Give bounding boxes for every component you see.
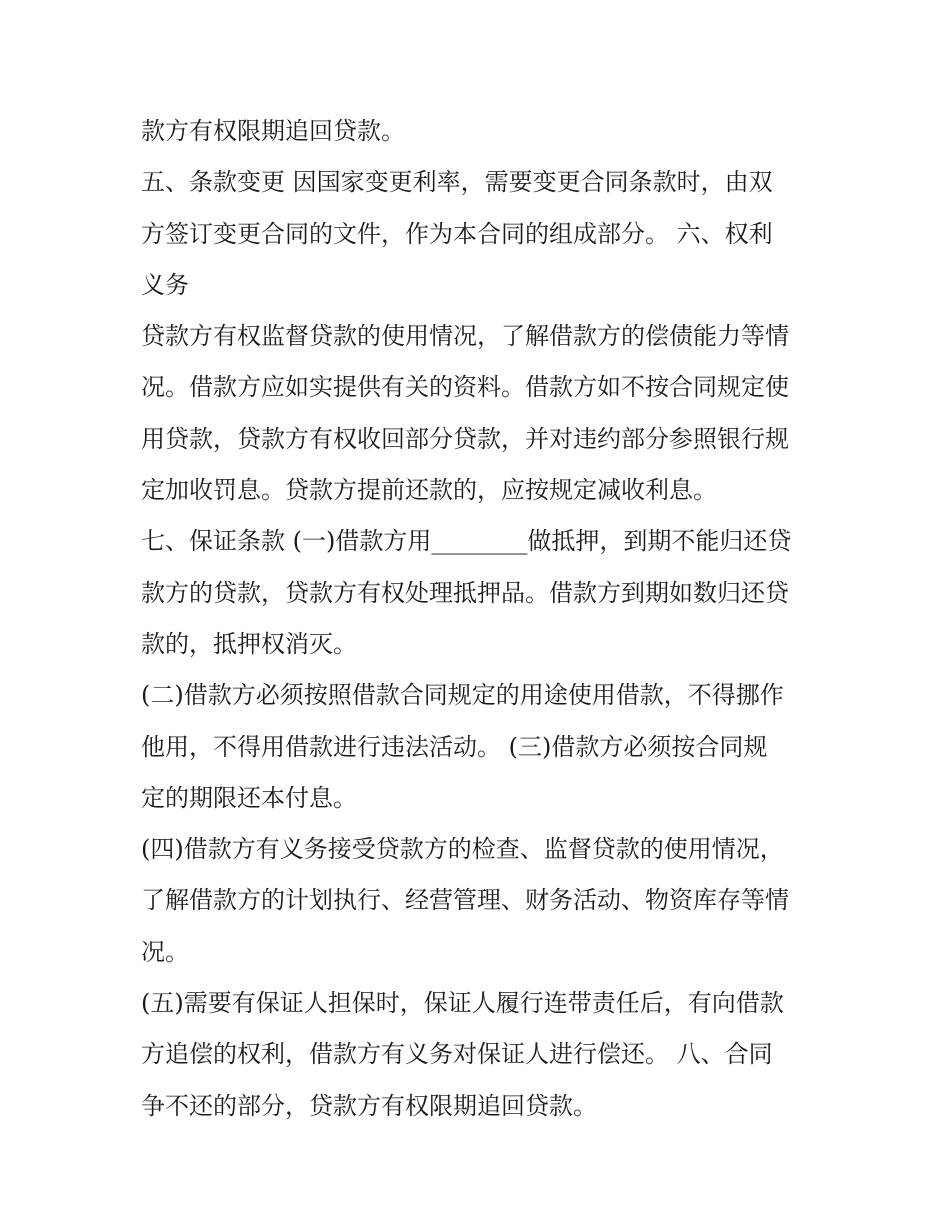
document-body bbox=[141, 106, 821, 1132]
text-line: 贷款方有权监督贷款的使用情况，了解借款方的偿债能力等情 bbox=[141, 322, 789, 351]
text-line: 款的，抵押权消灭。 bbox=[141, 629, 357, 658]
text-line: 了解借款方的计划执行、经营管理、财务活动、物资库存等情 bbox=[141, 886, 789, 915]
text-line: 他用，不得用借款进行违法活动。 (三)借款方必须按合同规 bbox=[141, 732, 768, 761]
text-line: 款方有权限期追回贷款。 bbox=[141, 117, 405, 145]
text-line: 七、保证条款 (一)借款方用________做抵押，到期不能归还贷 bbox=[141, 527, 792, 556]
text-line: 定的期限还本付息。 bbox=[141, 783, 357, 812]
text-line: 争不还的部分，贷款方有权限期追回贷款。 bbox=[141, 1091, 597, 1120]
text-line: 方追偿的权利，借款方有义务对保证人进行偿还。 八、合同 bbox=[141, 1040, 773, 1069]
text-line: 用贷款，贷款方有权收回部分贷款，并对违约部分参照银行规 bbox=[141, 424, 789, 453]
text-line: (五)需要有保证人担保时，保证人履行连带责任后，有向借款 bbox=[141, 989, 784, 1018]
text-line: (二)借款方必须按照借款合同规定的用途使用借款，不得挪作 bbox=[141, 681, 784, 710]
text-line: 况。 bbox=[141, 937, 189, 966]
text-line: (四)借款方有义务接受贷款方的检查、监督贷款的使用情况， bbox=[141, 835, 784, 864]
text-line: 方签订变更合同的文件，作为本合同的组成部分。 六、权利 bbox=[141, 219, 773, 248]
text-line: 五、条款变更 因国家变更利率，需要变更合同条款时，由双 bbox=[141, 168, 773, 197]
text-line: 况。借款方应如实提供有关的资料。借款方如不按合同规定使 bbox=[141, 373, 789, 402]
text-line: 定加收罚息。贷款方提前还款的，应按规定减收利息。 bbox=[141, 476, 717, 505]
text-line: 义务 bbox=[141, 270, 189, 299]
text-line: 款方的贷款，贷款方有权处理抵押品。借款方到期如数归还贷 bbox=[141, 578, 789, 607]
